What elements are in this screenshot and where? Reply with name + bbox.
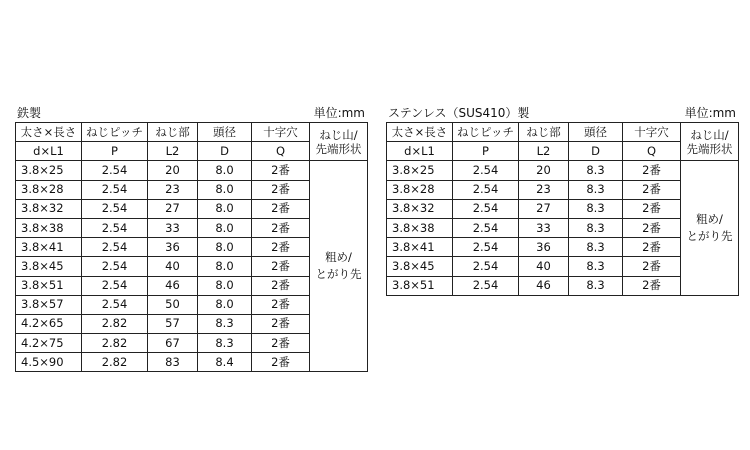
shape-value-line: 粗め/ (325, 250, 352, 265)
table-cell: 2.54 (453, 257, 519, 276)
column-header: ねじ部 (519, 123, 569, 142)
size-cell: 4.5×90 (16, 353, 82, 372)
size-cell: 3.8×32 (16, 199, 82, 218)
thread-shape-header (310, 123, 368, 161)
table-cell: 8.0 (198, 276, 252, 295)
table-cell: 2.54 (453, 199, 519, 218)
shape-header-line: 先端形状 (686, 141, 733, 156)
table-cell: 83 (148, 353, 198, 372)
table-cell: 33 (519, 218, 569, 237)
thread-shape-cell (310, 161, 368, 372)
shape-value-line: とがり先 (315, 267, 362, 282)
table-cell: 8.0 (198, 199, 252, 218)
table-cell: 40 (148, 257, 198, 276)
table-cell: 2番 (252, 314, 310, 333)
column-header: 十字穴 (252, 123, 310, 142)
table-cell: 2.82 (82, 353, 148, 372)
table-row (387, 161, 739, 180)
table-cell: 2番 (252, 238, 310, 257)
size-cell: 3.8×25 (16, 161, 82, 180)
table-cell: 8.0 (198, 295, 252, 314)
column-header: 太さ×長さ (16, 123, 82, 142)
column-symbol: d×L1 (387, 142, 453, 161)
table-cell: 2.54 (453, 238, 519, 257)
unit-label: 単位:mm (684, 106, 736, 120)
size-cell: 3.8×51 (387, 276, 453, 295)
column-symbol: Q (623, 142, 681, 161)
table-cell: 33 (148, 218, 198, 237)
table-caption (386, 104, 738, 122)
size-cell: 3.8×41 (16, 238, 82, 257)
table-cell: 2.82 (82, 314, 148, 333)
size-cell: 4.2×65 (16, 314, 82, 333)
table-cell: 40 (519, 257, 569, 276)
table-cell: 50 (148, 295, 198, 314)
shape-header-line: ねじ山/ (690, 127, 729, 142)
table-cell: 2.54 (82, 180, 148, 199)
table-cell: 8.0 (198, 180, 252, 199)
table-cell: 8.3 (198, 314, 252, 333)
size-cell: 3.8×38 (387, 218, 453, 237)
table-cell: 2番 (623, 257, 681, 276)
header-row (387, 123, 739, 142)
table-cell: 2番 (623, 218, 681, 237)
column-symbol: D (198, 142, 252, 161)
table-cell: 36 (519, 238, 569, 257)
table-cell: 2.54 (453, 180, 519, 199)
table-cell: 57 (148, 314, 198, 333)
table-title: 鉄製 (17, 106, 42, 120)
table-cell: 27 (519, 199, 569, 218)
size-cell: 3.8×45 (387, 257, 453, 276)
table-cell: 8.0 (198, 257, 252, 276)
table-cell: 46 (148, 276, 198, 295)
table-cell: 2.54 (453, 161, 519, 180)
table-cell: 2番 (623, 238, 681, 257)
column-symbol: L2 (148, 142, 198, 161)
table-cell: 2番 (623, 199, 681, 218)
size-cell: 4.2×75 (16, 334, 82, 353)
thread-shape-cell (681, 161, 739, 295)
table-cell: 2番 (623, 180, 681, 199)
unit-label: 単位:mm (313, 106, 365, 120)
table-cell: 2.54 (82, 276, 148, 295)
size-cell: 3.8×38 (16, 218, 82, 237)
table-cell: 8.0 (198, 238, 252, 257)
size-cell: 3.8×41 (387, 238, 453, 257)
shape-value-line: とがり先 (686, 229, 733, 244)
table-cell: 8.3 (569, 161, 623, 180)
size-cell: 3.8×28 (387, 180, 453, 199)
table-cell: 8.3 (569, 218, 623, 237)
shape-header-line: 先端形状 (315, 141, 362, 156)
table-cell: 2番 (252, 199, 310, 218)
spec-table (15, 122, 368, 372)
size-cell: 3.8×57 (16, 295, 82, 314)
stainless-spec-block (386, 104, 738, 296)
column-symbol: P (453, 142, 519, 161)
column-symbol: Q (252, 142, 310, 161)
table-cell: 23 (148, 180, 198, 199)
column-symbol: d×L1 (16, 142, 82, 161)
table-cell: 2番 (252, 257, 310, 276)
column-symbol: D (569, 142, 623, 161)
size-cell: 3.8×28 (16, 180, 82, 199)
table-cell: 2番 (252, 276, 310, 295)
table-cell: 2.54 (453, 276, 519, 295)
table-cell: 46 (519, 276, 569, 295)
column-header: 頭径 (569, 123, 623, 142)
size-cell: 3.8×45 (16, 257, 82, 276)
table-cell: 2.54 (82, 161, 148, 180)
table-cell: 8.3 (569, 276, 623, 295)
table-title: ステンレス（SUS410）製 (388, 106, 530, 120)
table-cell: 2番 (252, 180, 310, 199)
table-cell: 2.54 (82, 257, 148, 276)
table-cell: 8.4 (198, 353, 252, 372)
column-header: ねじピッチ (453, 123, 519, 142)
column-header: 太さ×長さ (387, 123, 453, 142)
thread-shape-header (681, 123, 739, 161)
table-cell: 8.0 (198, 218, 252, 237)
table-cell: 20 (519, 161, 569, 180)
spec-table (386, 122, 739, 296)
table-cell: 2.54 (82, 218, 148, 237)
table-cell: 67 (148, 334, 198, 353)
table-cell: 2番 (252, 161, 310, 180)
size-cell: 3.8×25 (387, 161, 453, 180)
header-row (16, 123, 368, 142)
table-row (16, 161, 368, 180)
table-cell: 8.3 (569, 238, 623, 257)
table-cell: 2.54 (453, 218, 519, 237)
column-header: 十字穴 (623, 123, 681, 142)
column-symbol: P (82, 142, 148, 161)
shape-header-line: ねじ山/ (319, 127, 358, 142)
table-cell: 2番 (252, 353, 310, 372)
table-cell: 8.3 (569, 180, 623, 199)
table-cell: 8.3 (569, 257, 623, 276)
table-cell: 2番 (252, 295, 310, 314)
table-cell: 2番 (252, 218, 310, 237)
size-cell: 3.8×51 (16, 276, 82, 295)
table-cell: 8.3 (569, 199, 623, 218)
table-cell: 2.54 (82, 295, 148, 314)
table-cell: 2番 (623, 276, 681, 295)
table-cell: 2.82 (82, 334, 148, 353)
table-caption (15, 104, 367, 122)
table-cell: 20 (148, 161, 198, 180)
shape-value-line: 粗め/ (696, 212, 723, 227)
column-header: ねじピッチ (82, 123, 148, 142)
table-cell: 36 (148, 238, 198, 257)
table-cell: 2番 (623, 161, 681, 180)
table-cell: 27 (148, 199, 198, 218)
table-cell: 23 (519, 180, 569, 199)
table-cell: 8.3 (198, 334, 252, 353)
table-cell: 8.0 (198, 161, 252, 180)
table-cell: 2.54 (82, 199, 148, 218)
iron-spec-block (15, 104, 367, 372)
table-cell: 2番 (252, 334, 310, 353)
size-cell: 3.8×32 (387, 199, 453, 218)
column-symbol: L2 (519, 142, 569, 161)
column-header: 頭径 (198, 123, 252, 142)
table-cell: 2.54 (82, 238, 148, 257)
column-header: ねじ部 (148, 123, 198, 142)
